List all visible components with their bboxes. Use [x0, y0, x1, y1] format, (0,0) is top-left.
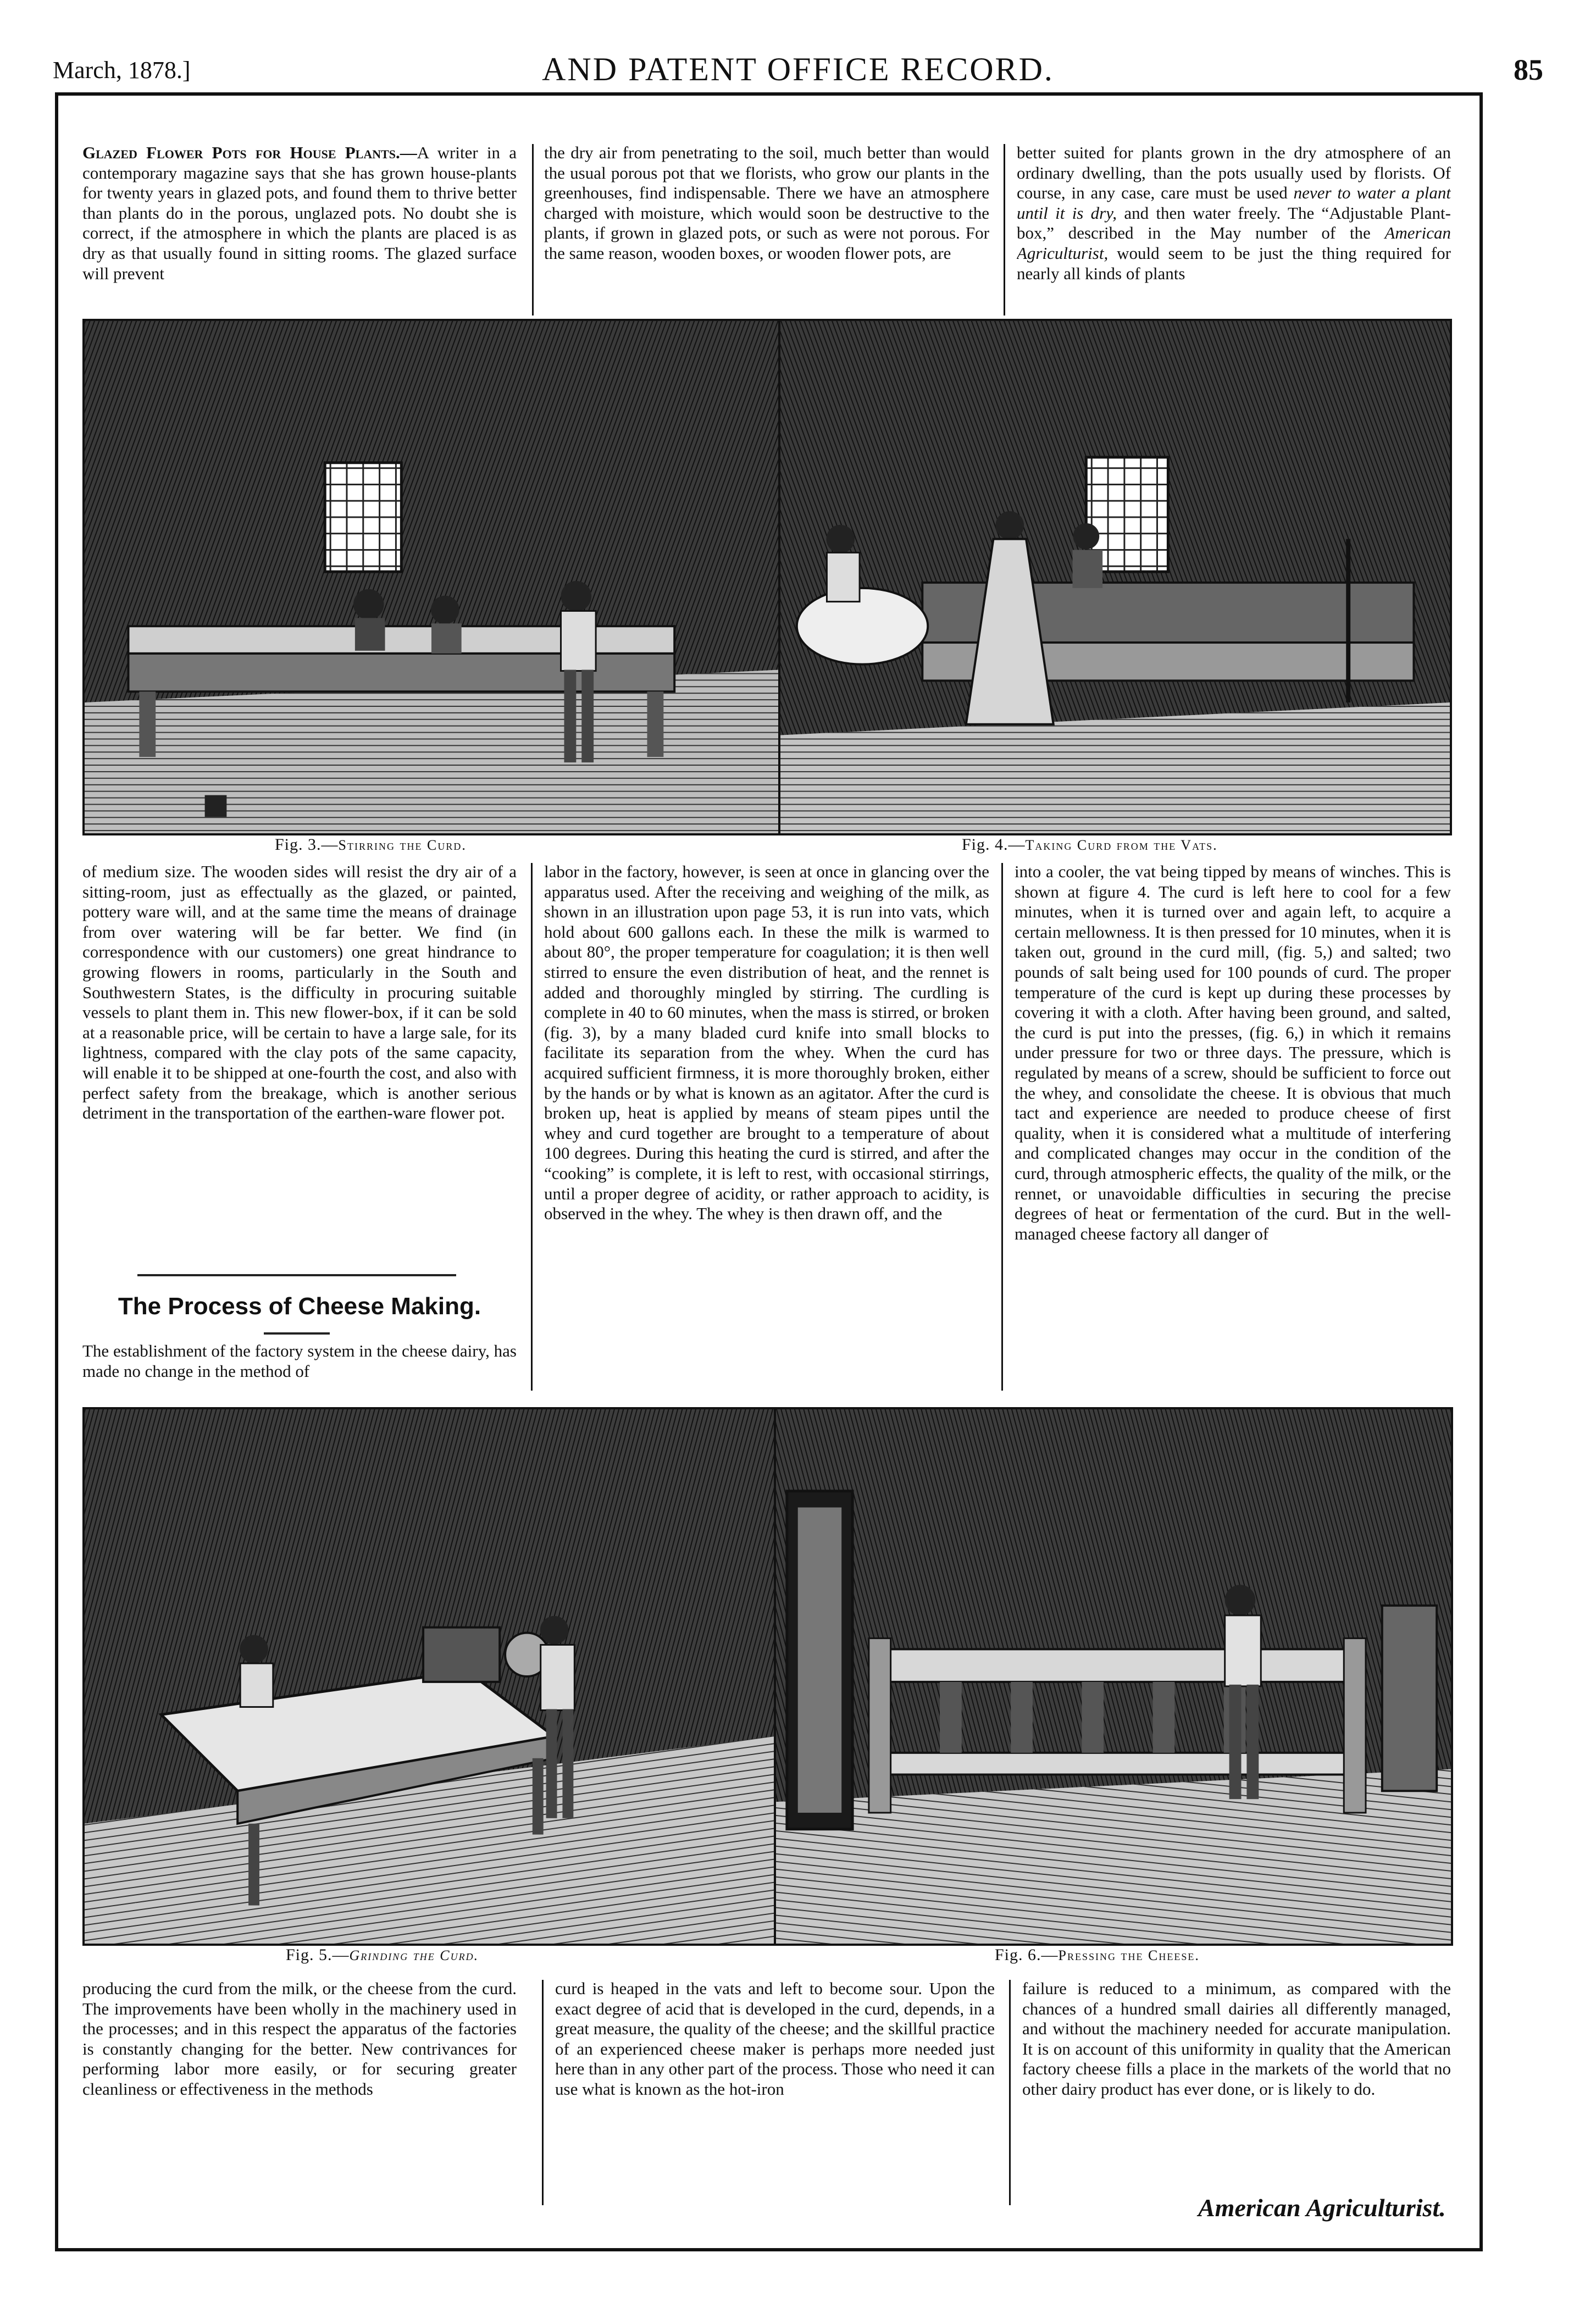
- middle-column-1: [82, 862, 517, 1258]
- emphasis-text: never to water a plant until it is dry,: [1017, 183, 1451, 223]
- figure-3-title: Stirring the Curd.: [338, 837, 467, 853]
- article-opening-text: The establishment of the factory system in the cheese dairy, has made no change in the method of: [82, 1341, 517, 1381]
- figure-4-engraving: [778, 319, 1452, 835]
- bottom-column-2: [555, 1979, 995, 2210]
- column-divider: [1004, 144, 1005, 316]
- figure-5-caption: [286, 1946, 479, 1964]
- column-divider: [1001, 863, 1003, 1391]
- header-date: March, 1878.]: [53, 57, 191, 84]
- figure-5-title: Grinding the Curd.: [349, 1947, 479, 1963]
- emphasis-text: American Agriculturist,: [1017, 223, 1451, 263]
- header-title: AND PATENT OFFICE RECORD.: [542, 51, 1054, 87]
- middle-column-2: [544, 862, 989, 1394]
- top-column-1-text: A writer in a contemporary magazine says that she has grown house-plants for twenty years in glazed pots, and found them to thrive better than plants do in the porous, unglazed pots. No doubt she is correct, if the atmosphere in which the plants are placed is as dry as that usually found in sitting rooms. The glazed surface will prevent: [82, 143, 517, 283]
- middle-column-1-text: of medium size. The wooden sides will resist the dry air of a sitting-room, just as effectually as the glazed, or painted, pottery ware will, and at the same time the means of drainage from over watering will be far better. We find (in correspondence with our customers) one great hindrance to growing flowers in rooms, particularly in the South and Southwestern States, is the difficulty in procuring suitable vessels to plant them in. This new flower-box, if it can be sold at a reasonable price, will be certain to have a large sale, for its lightness, compared with the clay pots of the same capacity, will enable it to be shipped at one-fourth the cost, and also with perfect safety from the breakage, which is another serious detriment in the transportation of the earthen-ware flower pot.: [82, 862, 517, 1123]
- page-number: 85: [1514, 53, 1543, 86]
- figure-5-engraving: [82, 1407, 776, 1946]
- top-column-3-text-b: and then water freely. The “Adjustable Plant-box,” described in the May number of the: [1017, 203, 1451, 243]
- figure-6-title: Pressing the Cheese.: [1058, 1947, 1200, 1963]
- figure-3-label: Fig. 3.—: [275, 835, 339, 854]
- source-attribution: American Agriculturist.: [1198, 2194, 1446, 2222]
- figure-4-caption: [962, 835, 1218, 854]
- bottom-column-1: [82, 1979, 517, 2210]
- middle-column-2-text: labor in the factory, however, is seen at once in glancing over the apparatus used. After the receiving and weighing of the milk, as shown in an illustration upon page 53, it is run into vats, which hold about 600 gallons each. In these the milk is warmed to about 80°, the proper temperature for coagulation; it is then well stirred to ensure the even distribution of heat, and the rennet is added and thoroughly mingled by stirring. The curdling is complete in 40 to 60 minutes, when the mass is stirred, or broken (fig. 3), by a many bladed curd knife into small blocks to facilitate its separation from the whey. When the curd has acquired sufficient firmness, it is more thoroughly broken, either by the hands or by what is known as an agitator. After the curd is broken up, heat is applied by means of steam pipes until the whey and curd together are brought to a temperature of about 100 degrees. During this heating the curd is stirred, and after the “cooking” is complete, it is left to rest, with occasional stirrings, until a proper degree of acidity, or rather approach to acidity, is observed in the whey. The whey is then drawn off, and the: [544, 862, 989, 1224]
- article-heading-glazed-pots: Glazed Flower Pots for House Plants.—: [82, 143, 417, 162]
- bottom-column-3-text: failure is reduced to a minimum, as compared with the chances of a hundred small dairies all differently managed, and without the machinery needed for accurate manipulation. It is on account of this uniformity in quality that the American factory cheese fills a place in the markets of the world that no other dairy product has ever done, or is likely to do.: [1022, 1979, 1451, 2099]
- section-divider: [264, 1332, 330, 1335]
- top-column-3-text-a: better suited for plants grown in the dry atmosphere of an ordinary dwelling, than the pots usually used by florists. Of course, in any case, care must be used: [1017, 143, 1451, 203]
- top-column-2: [544, 143, 989, 324]
- figure-6-label: Fig. 6.—: [995, 1946, 1059, 1964]
- top-column-3: [1017, 143, 1451, 324]
- figure-3-engraving: [82, 319, 782, 835]
- middle-column-3-text: into a cooler, the vat being tipped by means of winches. This is shown at figure 4. The curd is left here to cool for a few minutes, when it is turned over and again left, to acquire a certain mellowness. It is then pressed for 10 minutes, when it is taken out, ground in the curd mill, (fig. 5,) and salted; two pounds of salt being used for 100 pounds of curd. The proper temperature of the curd is kept up during these processes by covering it with a cloth. After having been ground, and salted, the curd is put into the presses, (fig. 6,) in which it remains under pressure for two or three days. The pressure, which is regulated by means of a screw, should be sufficient to force out the whey, and consolidate the cheese. It is obvious that much tact and experience are needed to produce cheese of first quality, when it is considered what a multitude of interfering and complicated changes may occur in the condition of the curd, through atmospheric effects, the quality of the milk, or the rennet, or unavoidable difficulties in securing the precise degrees of heat or fermentation of the curd. But in the well-managed cheese factory all danger of: [1015, 862, 1451, 1243]
- column-divider: [542, 1980, 544, 2205]
- figure-6-caption: [995, 1946, 1200, 1964]
- column-divider: [532, 144, 534, 316]
- bottom-column-2-text: curd is heaped in the vats and left to become sour. Upon the exact degree of acid that is developed in the curd, depends, in a great measure, the quality of the cheese; and the skillful practice of an experienced cheese maker is perhaps more needed just here than in any other part of the process. Those who need it can use what is known as the hot-iron: [555, 1979, 995, 2099]
- column-divider: [1009, 1980, 1011, 2205]
- section-divider: [137, 1274, 456, 1276]
- article-opening: [82, 1341, 517, 1396]
- bottom-column-3: [1022, 1979, 1451, 2182]
- figure-4-title: Taking Curd from the Vats.: [1025, 837, 1218, 853]
- section-title: The Process of Cheese Making.: [118, 1293, 481, 1320]
- top-column-2-text: the dry air from penetrating to the soil, much better than would the usual porous pot that we florists, who grow our plants in the greenhouses, find indispensable. There we have an atmosphere charged with moisture, which would soon be destructive to the plants, if grown in glazed pots, or such as were not porous. For the same reason, wooden boxes, or wooden flower pots, are: [544, 143, 989, 263]
- figure-5-label: Fig. 5.—: [286, 1946, 350, 1964]
- column-divider: [531, 863, 533, 1391]
- middle-column-3: [1015, 862, 1451, 1394]
- bottom-column-1-text: producing the curd from the milk, or the cheese from the curd. The improvements have been wholly in the machinery used in the processes; and in this respect the apparatus of the factories is constantly changing for the better. New contrivances for performing labor more easily, or for securing greater cleanliness or effectiveness in the methods: [82, 1979, 517, 2099]
- top-column-1: [82, 143, 517, 324]
- figure-3-caption: [275, 835, 467, 854]
- top-column-3-text-c: would seem to be just the thing required for nearly all kinds of plants: [1017, 243, 1451, 283]
- figure-6-engraving: [774, 1407, 1453, 1946]
- figure-4-label: Fig. 4.—: [962, 835, 1026, 854]
